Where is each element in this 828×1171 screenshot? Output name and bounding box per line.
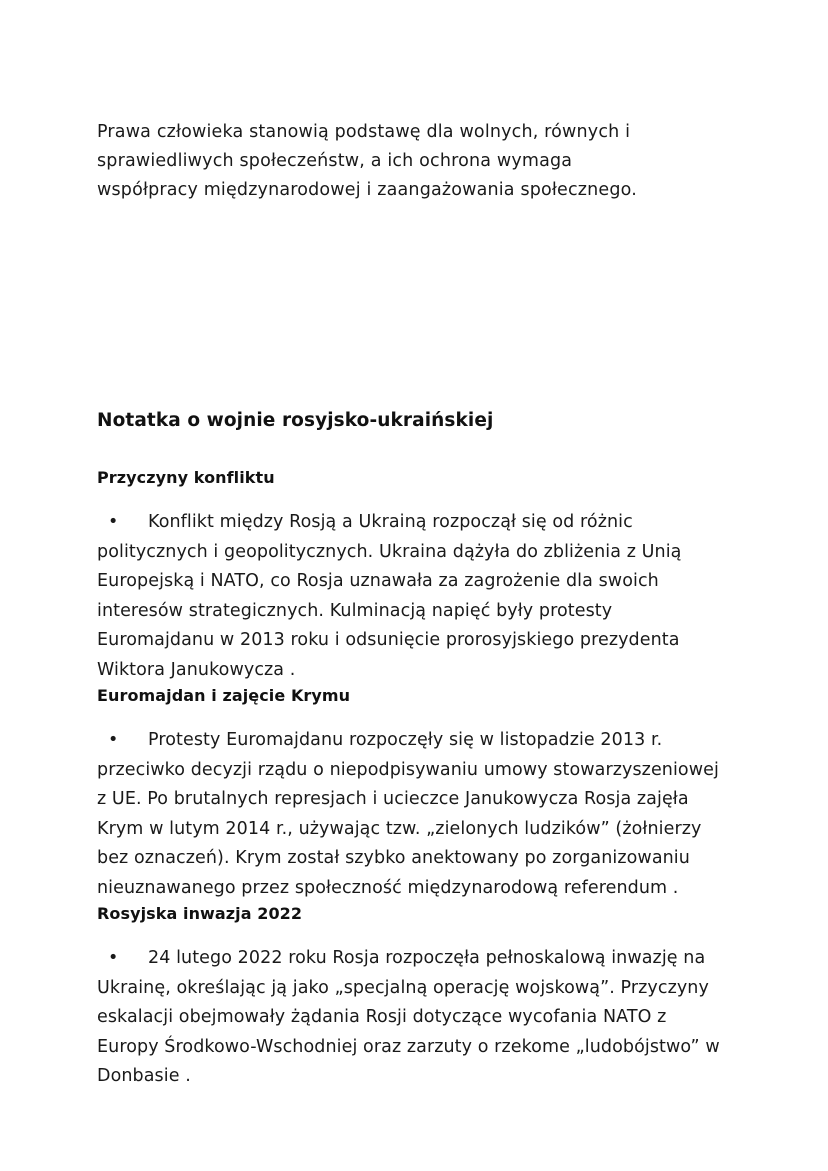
section-spacer xyxy=(97,205,727,408)
list-item xyxy=(97,944,727,1092)
section-heading: Rosyjska inwazja 2022 xyxy=(97,904,303,923)
list-item-text: 24 lutego 2022 roku Rosja rozpoczęła pełnoskalową inwazję na Ukrainę, określając ją jako „specjalną operację wojskową”. Przyczyny eskalacji obejmowały żądania Rosji dotyczące wycofania NATO z Europy Środkowo-Wschodniej oraz zarzuty o rzekome „ludobójstwo” w Donbasie . xyxy=(97,948,720,1086)
section-przyczyny-konfliktu xyxy=(97,467,727,685)
bullet-icon: • xyxy=(108,512,119,532)
section-heading: Przyczyny konfliktu xyxy=(97,468,275,487)
section-rosyjska-inwazja-2022 xyxy=(97,903,727,1092)
list-item-text: Protesty Euromajdanu rozpoczęły się w listopadzie 2013 r. przeciwko decyzji rządu o niepodpisywaniu umowy stowarzyszeniowej z UE. Po brutalnych represjach i ucieczce Janukowycza Rosja zajęła Krym w lutym 2014 r., używając tzw. „zielonych ludzików” (żołnierzy bez oznaczeń). Krym został szybko anektowany po zorganizowaniu nieuznawanego przez społeczność międzynarodową referendum . xyxy=(97,730,719,898)
bullet-icon: • xyxy=(108,730,119,750)
list-item xyxy=(97,508,727,685)
list-item xyxy=(97,726,727,903)
intro-paragraph: Prawa człowieka stanowią podstawę dla wolnych, równych i sprawiedliwych społeczeństw, a ich ochrona wymaga współpracy międzynarodowej i zaangażowania społecznego. xyxy=(97,122,637,200)
document-content xyxy=(97,118,727,1092)
page-title: Notatka o wojnie rosyjsko-ukraińskiej xyxy=(97,410,494,431)
bullet-icon: • xyxy=(108,948,119,968)
section-heading: Euromajdan i zajęcie Krymu xyxy=(97,686,351,705)
list-item-text: Konflikt między Rosją a Ukrainą rozpoczął się od różnic politycznych i geopolitycznych. Ukraina dążyła do zbliżenia z Unią Europejską i NATO, co Rosja uznawała za zagrożenie dla swoich interesów strategicznych. Kulminacją napięć były protesty Euromajdanu w 2013 roku i odsunięcie prorosyjskiego prezydenta Wiktora Janukowycza . xyxy=(97,512,682,680)
section-euromajdan-i-zajecie-krymu xyxy=(97,685,727,903)
